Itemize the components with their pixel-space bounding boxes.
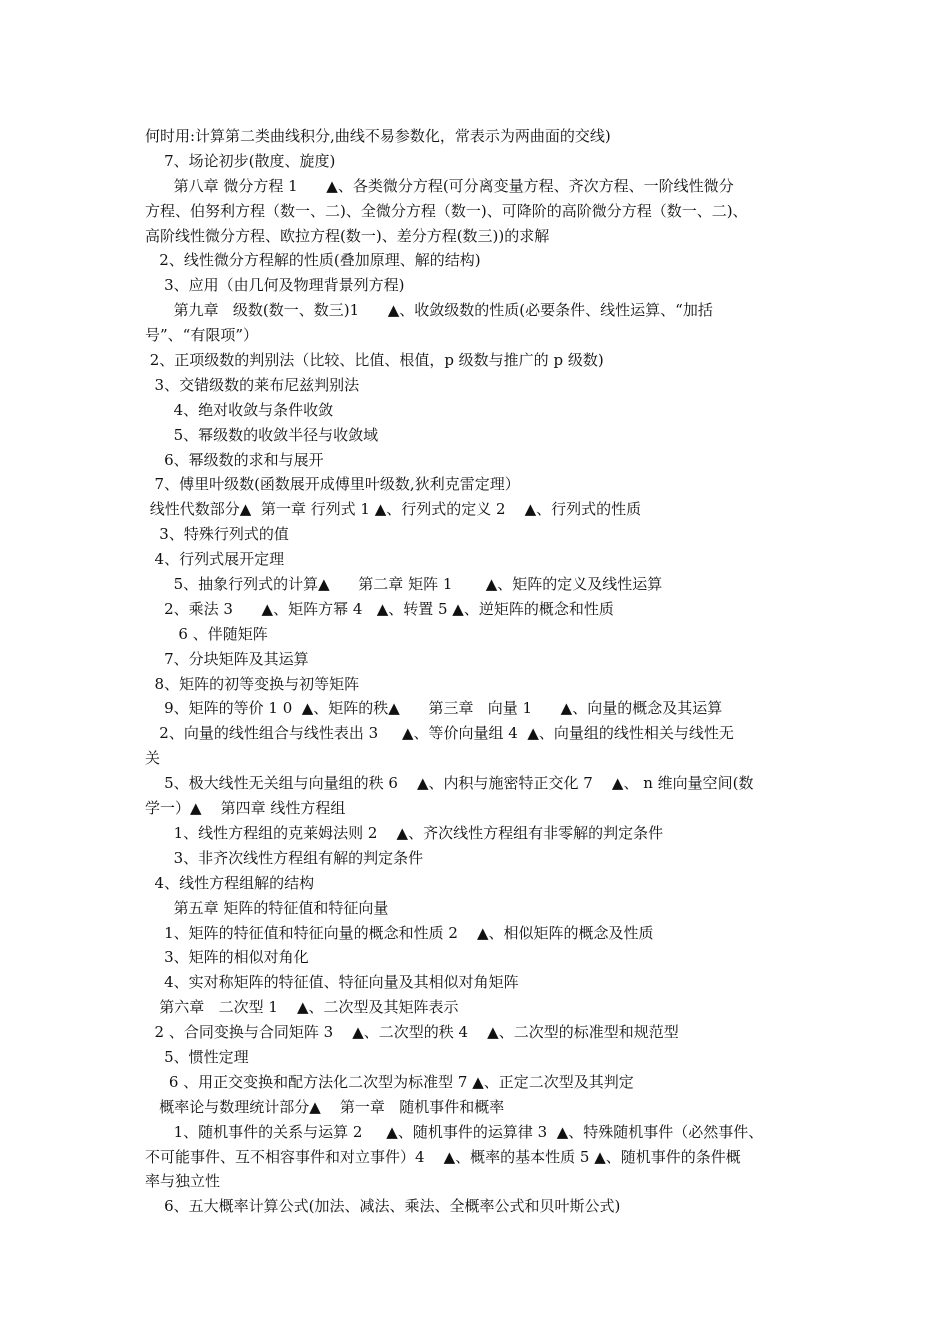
text-line: 线性代数部分▲ 第一章 行列式 1 ▲、行列式的定义 2 ▲、行列式的性质 — [145, 500, 642, 519]
text-line: 8、矩阵的初等变换与初等矩阵 — [145, 674, 360, 693]
text-line: 3、矩阵的相似对角化 — [145, 948, 309, 967]
text-line: 2、乘法 3 ▲、矩阵方幂 4 ▲、转置 5 ▲、逆矩阵的概念和性质 — [145, 599, 614, 618]
text-line: 率与独立性 — [145, 1172, 221, 1191]
text-line: 第八章 微分方程 1 ▲、各类微分方程(可分离变量方程、齐次方程、一阶线性微分 — [145, 176, 734, 195]
text-line: 5、抽象行列式的计算▲ 第二章 矩阵 1 ▲、矩阵的定义及线性运算 — [145, 575, 663, 594]
text-line: 号”、“有限项”） — [145, 326, 259, 345]
text-line: 6 、伴随矩阵 — [145, 624, 268, 643]
document-body — [145, 124, 815, 1219]
text-line: 1、线性方程组的克莱姆法则 2 ▲、齐次线性方程组有非零解的判定条件 — [145, 823, 664, 842]
text-line: 5、幂级数的收敛半径与收敛域 — [145, 425, 379, 444]
text-line: 7、傅里叶级数(函数展开成傅里叶级数,狄利克雷定理） — [145, 475, 520, 494]
text-line: 7、分块矩阵及其运算 — [145, 649, 309, 668]
text-line: 学一）▲ 第四章 线性方程组 — [145, 799, 346, 818]
text-line: 7、场论初步(散度、旋度) — [145, 151, 336, 170]
text-line: 4、绝对收敛与条件收敛 — [145, 400, 334, 419]
text-line: 6、幂级数的求和与展开 — [145, 450, 324, 469]
text-line: 3、特殊行列式的值 — [145, 525, 289, 544]
text-line: 1、矩阵的特征值和特征向量的概念和性质 2 ▲、相似矩阵的概念及性质 — [145, 923, 654, 942]
text-line: 1、随机事件的关系与运算 2 ▲、随机事件的运算律 3 ▲、特殊随机事件（必然事件、 — [145, 1122, 764, 1141]
text-line: 第五章 矩阵的特征值和特征向量 — [145, 898, 389, 917]
text-line: 4、行列式展开定理 — [145, 550, 285, 569]
text-line: 关 — [145, 749, 161, 768]
text-line: 2、正项级数的判别法（比较、比值、根值，p 级数与推广的 p 级数) — [145, 351, 604, 370]
text-line: 5、惯性定理 — [145, 1047, 249, 1066]
text-line: 3、非齐次线性方程组有解的判定条件 — [145, 848, 424, 867]
text-line: 高阶线性微分方程、欧拉方程(数一)、差分方程(数三))的求解 — [145, 226, 550, 245]
text-line: 9、矩阵的等价 1 0 ▲、矩阵的秩▲ 第三章 向量 1 ▲、向量的概念及其运算 — [145, 699, 723, 718]
text-line: 方程、伯努利方程（数一、二)、全微分方程（数一)、可降阶的高阶微分方程（数一、二)、 — [145, 201, 748, 220]
text-line: 2、线性微分方程解的性质(叠加原理、解的结构) — [145, 251, 481, 270]
text-line: 何时用:计算第二类曲线积分,曲线不易参数化，常表示为两曲面的交线) — [145, 127, 611, 145]
text-line: 2、向量的线性组合与线性表出 3 ▲、等价向量组 4 ▲、向量组的线性相关与线性无 — [145, 724, 734, 743]
text-line: 不可能事件、互不相容事件和对立事件）4 ▲、概率的基本性质 5 ▲、随机事件的条件概 — [145, 1147, 741, 1166]
text-line: 第六章 二次型 1 ▲、二次型及其矩阵表示 — [145, 998, 459, 1017]
text-line: 3、应用（由几何及物理背景列方程) — [145, 276, 405, 295]
text-line: 第九章 级数(数一、数三)1 ▲、收敛级数的性质(必要条件、线性运算、“加括 — [145, 301, 713, 320]
text-line: 4、线性方程组解的结构 — [145, 873, 315, 892]
text-line: 4、实对称矩阵的特征值、特征向量及其相似对角矩阵 — [145, 973, 519, 992]
text-line: 5、极大线性无关组与向量组的秩 6 ▲、内积与施密特正交化 7 ▲、 n 维向量空间(数 — [145, 774, 754, 793]
text-line: 6、五大概率计算公式(加法、减法、乘法、全概率公式和贝叶斯公式) — [145, 1197, 621, 1216]
text-line: 3、交错级数的莱布尼兹判别法 — [145, 375, 360, 394]
text-line: 2 、合同变换与合同矩阵 3 ▲、二次型的秩 4 ▲、二次型的标准型和规范型 — [145, 1023, 679, 1042]
text-line: 6 、用正交变换和配方法化二次型为标准型 7 ▲、正定二次型及其判定 — [145, 1072, 634, 1091]
text-line: 概率论与数理统计部分▲ 第一章 随机事件和概率 — [145, 1097, 505, 1116]
